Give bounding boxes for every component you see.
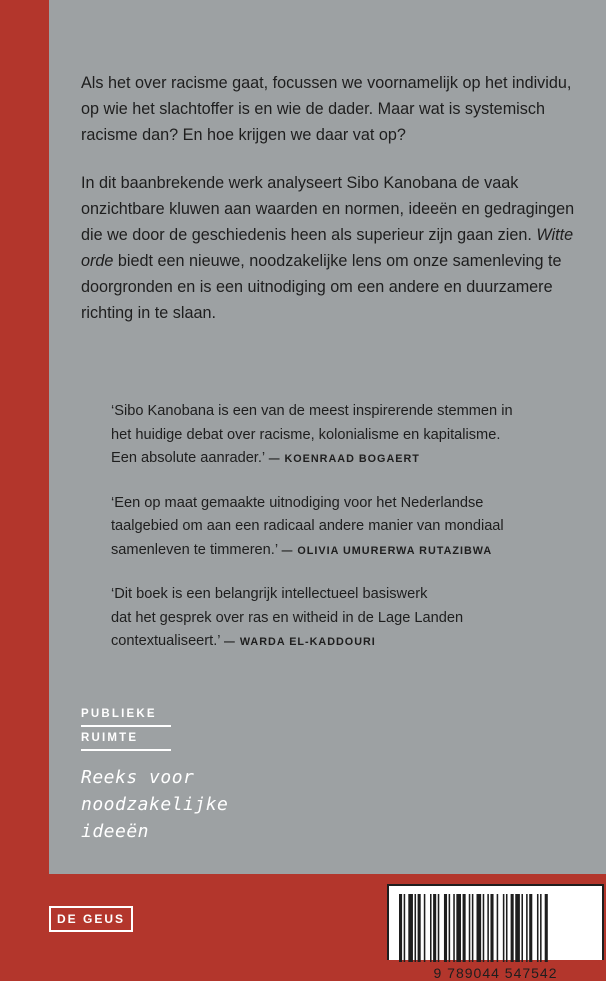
publisher-logo: DE GEUS bbox=[49, 906, 133, 932]
blurb-paragraph-1: Als het over racisme gaat, focussen we voornamelijk op het individu, op wie het slachtoffer is en wie de dader. Maar wat is systemisch racisme dan? En hoe krijgen we daar vat op? bbox=[81, 74, 572, 144]
quote-line: het huidige debat over racisme, kolonialisme en kapitalisme. bbox=[111, 426, 501, 443]
quote-line: dat het gesprek over ras en witheid in de Lage Landen bbox=[111, 609, 464, 626]
quote-line: ‘Sibo Kanobana is een van de meest inspirerende stemmen in bbox=[111, 403, 513, 419]
series-divider bbox=[81, 749, 171, 751]
isbn-number: 9 789044 547542 bbox=[433, 965, 558, 981]
isbn-barcode bbox=[387, 884, 604, 981]
tagline-line: ideeën bbox=[81, 821, 150, 842]
endorsement-2 bbox=[111, 492, 581, 564]
quote-line: Een absolute aanrader.’ bbox=[111, 450, 265, 466]
quote-line: contextualiseert.’ bbox=[111, 633, 220, 649]
blurb-paragraph-2-start: In dit baanbrekende werk analyseert Sibo Kanobana de vaak onzichtbare kluwen aan waarden en normen, ideeën en gedragingen die we door de geschiedenis heen als superieur zijn gaan zien. bbox=[81, 174, 575, 244]
quote-line: samenleven te timmeren.’ bbox=[111, 541, 278, 558]
quote-author: — OLIVIA UMURERWA RUTAZIBWA bbox=[281, 544, 493, 557]
quote-line: taalgebied om aan een radicaal andere manier van mondiaal bbox=[111, 518, 504, 534]
series-name-line-2: RUIMTE bbox=[81, 732, 139, 744]
tagline-line: Reeks voor bbox=[81, 767, 195, 788]
quote-line: ‘Een op maat gemaakte uitnodiging voor het Nederlandse bbox=[111, 494, 484, 511]
book-title: Witte orde bbox=[81, 226, 574, 270]
blurb bbox=[81, 70, 581, 348]
series-logo bbox=[81, 703, 171, 751]
quote-author: — WARDA EL-KADDOURI bbox=[224, 636, 376, 648]
quote-line: ‘Dit boek is een belangrijk intellectueel basiswerk bbox=[111, 586, 428, 602]
series-name-line-1: PUBLIEKE bbox=[81, 708, 157, 720]
quote-author: — KOENRAAD BOGAERT bbox=[268, 453, 420, 465]
series-tagline bbox=[81, 764, 228, 845]
blurb-paragraph-2 bbox=[81, 170, 581, 326]
tagline-line: noodzakelijke bbox=[81, 794, 229, 815]
endorsement-1 bbox=[111, 400, 581, 472]
endorsements bbox=[111, 400, 581, 675]
barcode-bars bbox=[399, 894, 594, 962]
blurb-paragraph-2-end: biedt een nieuwe, noodzakelijke lens om onze samenleving te doorgronden en is een uitnodiging om een andere en duurzamere richting in te slaan. bbox=[81, 252, 562, 322]
endorsement-3 bbox=[111, 583, 581, 655]
